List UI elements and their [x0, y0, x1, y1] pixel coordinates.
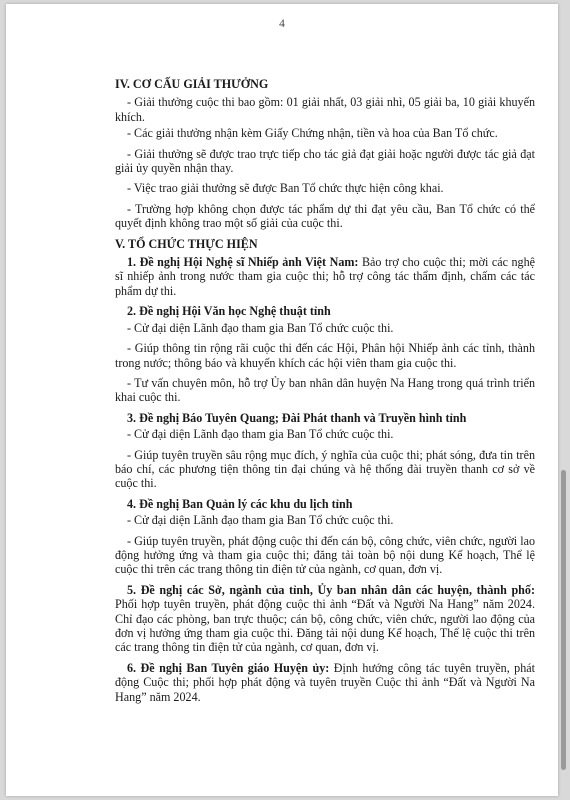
paragraph: - Giải thưởng cuộc thi bao gồm: 01 giải nhất, 03 giải nhì, 05 giải ba, 10 giải khuyến khích.: [115, 95, 535, 124]
page-number: 4: [279, 18, 285, 30]
document-body: [115, 77, 535, 710]
paragraph: - Giúp tuyên truyền, phát động cuộc thi đến cán bộ, công chức, viên chức, người lao động hưởng ứng và tham gia cuộc thi; đăng tải toàn bộ nội dung Kế hoạch, Thể lệ cuộc thi trên các trang thông tin điện tử của ngành, cơ quan, đơn vị.: [115, 533, 535, 577]
paragraph: - Cử đại diện Lãnh đạo tham gia Ban Tổ chức cuộc thi.: [127, 427, 394, 442]
paragraph: - Giải thưởng sẽ được trao trực tiếp cho tác giả đạt giải hoặc người được tác giả đạt giải ủy quyền nhận thay.: [115, 146, 535, 176]
paragraph: - Cử đại diện Lãnh đạo tham gia Ban Tổ chức cuộc thi.: [127, 513, 394, 528]
list-item: [115, 255, 535, 298]
paragraph: - Giúp tuyên truyền sâu rộng mục đích, ý nghĩa của cuộc thi; phát sóng, đưa tin trên báo chí, các phương tiện thông tin đại chúng và hệ thống đài truyền thanh cơ sở về cuộc thi.: [115, 447, 535, 491]
paragraph: - Việc trao giải thưởng sẽ được Ban Tổ chức thực hiện công khai.: [127, 181, 444, 196]
item-text: Bảo trợ cho cuộc thi; mời các nghệ sĩ nhiếp ảnh trong nước tham gia cuộc thi; hỗ trợ công tác thẩm định, chấm các tác phẩm dự thi.: [115, 255, 535, 298]
paragraph: - Trường hợp không chọn được tác phẩm dự thi đạt yêu cầu, Ban Tổ chức có thể quyết định không trao một số giải của cuộc thi.: [115, 201, 535, 231]
item-text: Định hướng công tác tuyên truyền, phát động Cuộc thi; phối hợp phát động và tuyên truyền Cuộc thi ảnh “Đất và Người Na Hang” năm 2024.: [115, 660, 535, 704]
item-title: 3. Đề nghị Báo Tuyên Quang; Đài Phát thanh và Truyền hình tỉnh: [127, 410, 467, 425]
scrollbar[interactable]: [561, 470, 566, 770]
list-item: [115, 661, 535, 704]
item-heading: [115, 411, 535, 425]
item-heading: [115, 304, 535, 318]
item-title: 5. Đề nghị các Sở, ngành của tỉnh, Ủy ban nhân dân các huyện, thành phố:: [127, 582, 535, 597]
item-title: 4. Đề nghị Ban Quản lý các khu du lịch tỉnh: [127, 496, 353, 511]
section-heading: V. TỔ CHỨC THỰC HIỆN: [115, 236, 258, 251]
section-heading: IV. CƠ CẤU GIẢI THƯỞNG: [115, 77, 269, 91]
paragraph: - Cử đại diện Lãnh đạo tham gia Ban Tổ chức cuộc thi.: [127, 320, 394, 335]
item-text: Phối hợp tuyên truyền, phát động cuộc thi ảnh “Đất và Người Na Hang” năm 2024. Chỉ đạo các phòng, ban trực thuộc; cán bộ, công chức, viên chức, người lao động của đơn vị hưởng ứng tham gia cuộc thi. Đăng tải nội dung Kế hoạch, Thể lệ cuộc thi trên các trang thông tin điện tử của ngành, cơ quan, đơn vị.: [115, 597, 535, 655]
paragraph: - Tư vấn chuyên môn, hỗ trợ Ủy ban nhân dân huyện Na Hang trong quá trình triển khai cuộc thi.: [115, 375, 535, 405]
list-item: [115, 583, 535, 655]
paragraph: - Các giải thưởng nhận kèm Giấy Chứng nhận, tiền và hoa của Ban Tổ chức.: [127, 126, 498, 141]
item-title: 2. Đề nghị Hội Văn học Nghệ thuật tỉnh: [127, 304, 331, 319]
item-title: 6. Đề nghị Ban Tuyên giáo Huyện ủy:: [127, 660, 330, 675]
paragraph: - Giúp thông tin rộng rãi cuộc thi đến các Hội, Phân hội Nhiếp ảnh các tỉnh, thành trong nước; thông báo và khuyến khích các hội viên tham gia cuộc thi.: [115, 341, 535, 370]
document-page: [6, 4, 558, 796]
item-heading: [115, 497, 535, 511]
item-title: 1. Đề nghị Hội Nghệ sĩ Nhiếp ảnh Việt Nam:: [127, 255, 359, 270]
